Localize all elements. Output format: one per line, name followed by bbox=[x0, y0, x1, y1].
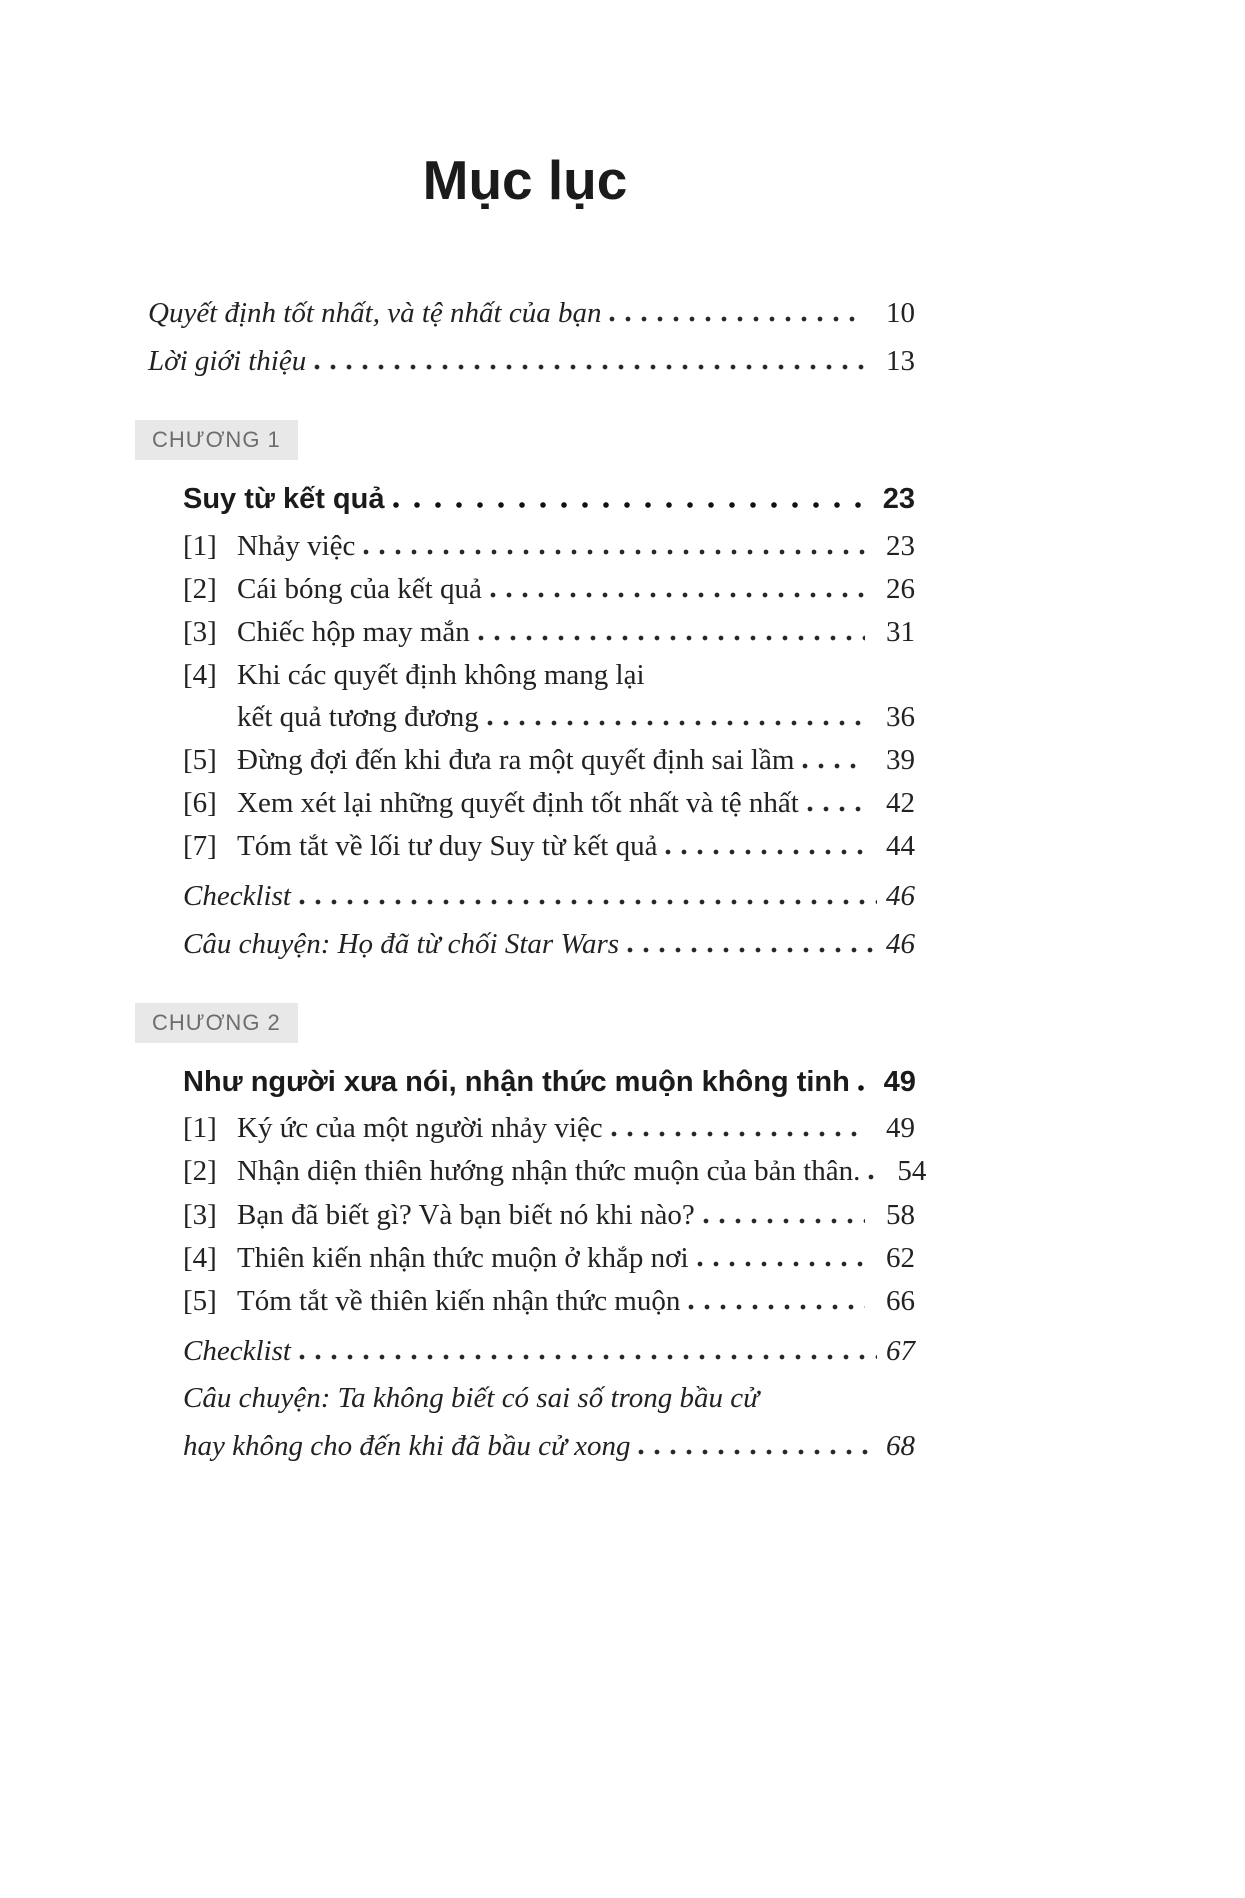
chapter-1-section bbox=[135, 420, 915, 960]
chapter-2-section bbox=[135, 1003, 927, 1463]
chapter-title: Suy từ kết quả bbox=[183, 483, 385, 516]
entry-label: Chiếc hộp may mắn bbox=[237, 616, 470, 649]
chapter-badge: CHƯƠNG 1 bbox=[135, 420, 298, 460]
dot-leader bbox=[609, 316, 865, 322]
page-number: 23 bbox=[882, 483, 915, 516]
page-number: 42 bbox=[886, 786, 915, 819]
toc-entry bbox=[183, 1334, 915, 1368]
entry-label: Câu chuyện: Họ đã từ chối Star Wars bbox=[183, 927, 620, 960]
page-number: 62 bbox=[886, 1241, 915, 1274]
entry-number: [2] bbox=[183, 1155, 217, 1188]
dot-leader bbox=[314, 364, 865, 370]
entry-label: Xem xét lại những quyết định tốt nhất và tệ nhất bbox=[237, 786, 799, 819]
entry-number: [5] bbox=[183, 1284, 217, 1317]
page-number: 66 bbox=[886, 1284, 915, 1317]
entry-label: Nhảy việc bbox=[237, 529, 356, 562]
entry-number: [3] bbox=[183, 616, 217, 649]
toc-entry bbox=[183, 572, 915, 606]
entry-label: Ký ức của một người nhảy việc bbox=[237, 1112, 603, 1145]
toc-entry bbox=[183, 658, 915, 692]
toc-entry bbox=[183, 1154, 927, 1188]
page-number: 46 bbox=[886, 927, 915, 960]
entry-label: Lời giới thiệu bbox=[148, 345, 307, 378]
entry-label: kết quả tương đương bbox=[237, 700, 479, 733]
page-number: 44 bbox=[886, 830, 915, 863]
toc-entry bbox=[183, 1198, 915, 1232]
dot-leader bbox=[858, 1085, 866, 1091]
entry-number: [4] bbox=[183, 1241, 217, 1274]
entry-number: [5] bbox=[183, 743, 217, 776]
dot-leader bbox=[638, 1449, 877, 1455]
entry-label: Checklist bbox=[183, 880, 291, 913]
chapter-title-row bbox=[183, 482, 915, 516]
toc-entry bbox=[183, 786, 915, 820]
entry-label: hay không cho đến khi đã bầu cử xong bbox=[183, 1429, 631, 1462]
page-number: 46 bbox=[886, 880, 915, 913]
dot-leader bbox=[703, 1218, 865, 1224]
dot-leader bbox=[627, 947, 877, 953]
page-number: 26 bbox=[886, 572, 915, 605]
page-number: 13 bbox=[886, 345, 915, 378]
page-number: 10 bbox=[886, 297, 915, 329]
entry-label: Bạn đã biết gì? Và bạn biết nó khi nào? bbox=[237, 1198, 695, 1231]
page-number: 68 bbox=[886, 1429, 915, 1462]
chapter-title-row bbox=[183, 1065, 915, 1099]
toc-entry bbox=[183, 927, 915, 961]
dot-leader bbox=[688, 1304, 865, 1310]
toc-entry-continuation bbox=[183, 700, 915, 734]
entry-label: Khi các quyết định không mang lại bbox=[237, 659, 645, 692]
toc-entry bbox=[183, 1381, 915, 1415]
page-number: 54 bbox=[897, 1155, 927, 1188]
entry-number: [1] bbox=[183, 1112, 217, 1145]
dot-leader bbox=[802, 763, 865, 769]
page-number: 23 bbox=[886, 529, 915, 562]
toc-entry bbox=[148, 344, 915, 378]
dot-leader bbox=[363, 549, 865, 555]
toc-entry bbox=[183, 615, 915, 649]
dot-leader bbox=[665, 849, 865, 855]
entry-number: [4] bbox=[183, 659, 217, 692]
entry-label: Thiên kiến nhận thức muộn ở khắp nơi bbox=[237, 1241, 689, 1274]
chapter-extras bbox=[183, 1334, 915, 1463]
entry-label: Câu chuyện: Ta không biết có sai số trong bầu cử bbox=[183, 1382, 759, 1415]
frontmatter bbox=[135, 296, 915, 378]
toc-entry bbox=[183, 529, 915, 563]
chapter-badge: CHƯƠNG 2 bbox=[135, 1003, 298, 1043]
entry-label: Đừng đợi đến khi đưa ra một quyết định sai lầm bbox=[237, 743, 795, 776]
page-number: 31 bbox=[886, 616, 915, 649]
dot-leader bbox=[868, 1174, 876, 1180]
dot-leader bbox=[487, 720, 865, 726]
entry-number: [2] bbox=[183, 572, 217, 605]
toc-entry bbox=[183, 1284, 915, 1318]
dot-leader bbox=[697, 1261, 866, 1267]
chapter-extras bbox=[183, 879, 915, 960]
page-number: 39 bbox=[886, 743, 915, 776]
toc-entry bbox=[183, 829, 915, 863]
page-title: Mục lục bbox=[422, 149, 628, 211]
page-number: 49 bbox=[883, 1065, 916, 1098]
entry-number: [3] bbox=[183, 1198, 217, 1231]
dot-leader bbox=[490, 592, 865, 598]
toc-entry bbox=[183, 1111, 915, 1145]
dot-leader bbox=[807, 806, 865, 812]
dot-leader bbox=[299, 899, 877, 905]
dot-leader bbox=[299, 1354, 877, 1360]
chapter-title: Như người xưa nói, nhận thức muộn không tinh bbox=[183, 1065, 850, 1098]
dot-leader bbox=[478, 635, 865, 641]
toc-entry bbox=[183, 1241, 915, 1275]
dot-leader bbox=[611, 1131, 865, 1137]
toc-entry bbox=[148, 296, 915, 330]
page-number: 49 bbox=[886, 1112, 915, 1145]
entry-label: Tóm tắt về lối tư duy Suy từ kết quả bbox=[237, 830, 658, 863]
entry-number: [7] bbox=[183, 830, 217, 863]
toc-entry-continuation bbox=[183, 1429, 915, 1463]
dot-leader bbox=[393, 502, 866, 508]
entry-label: Quyết định tốt nhất, và tệ nhất của bạn bbox=[148, 297, 602, 329]
page-number: 58 bbox=[886, 1198, 915, 1231]
entry-label: Nhận diện thiên hướng nhận thức muộn của bản thân. bbox=[237, 1155, 861, 1188]
toc-entry bbox=[183, 743, 915, 777]
entry-label: Checklist bbox=[183, 1335, 291, 1368]
page-number: 67 bbox=[886, 1335, 915, 1368]
entry-number: [1] bbox=[183, 529, 217, 562]
page-number: 36 bbox=[886, 700, 915, 733]
toc-entry bbox=[183, 879, 915, 913]
entry-label: Cái bóng của kết quả bbox=[237, 572, 482, 605]
entry-number: [6] bbox=[183, 786, 217, 819]
entry-label: Tóm tắt về thiên kiến nhận thức muộn bbox=[237, 1284, 681, 1317]
